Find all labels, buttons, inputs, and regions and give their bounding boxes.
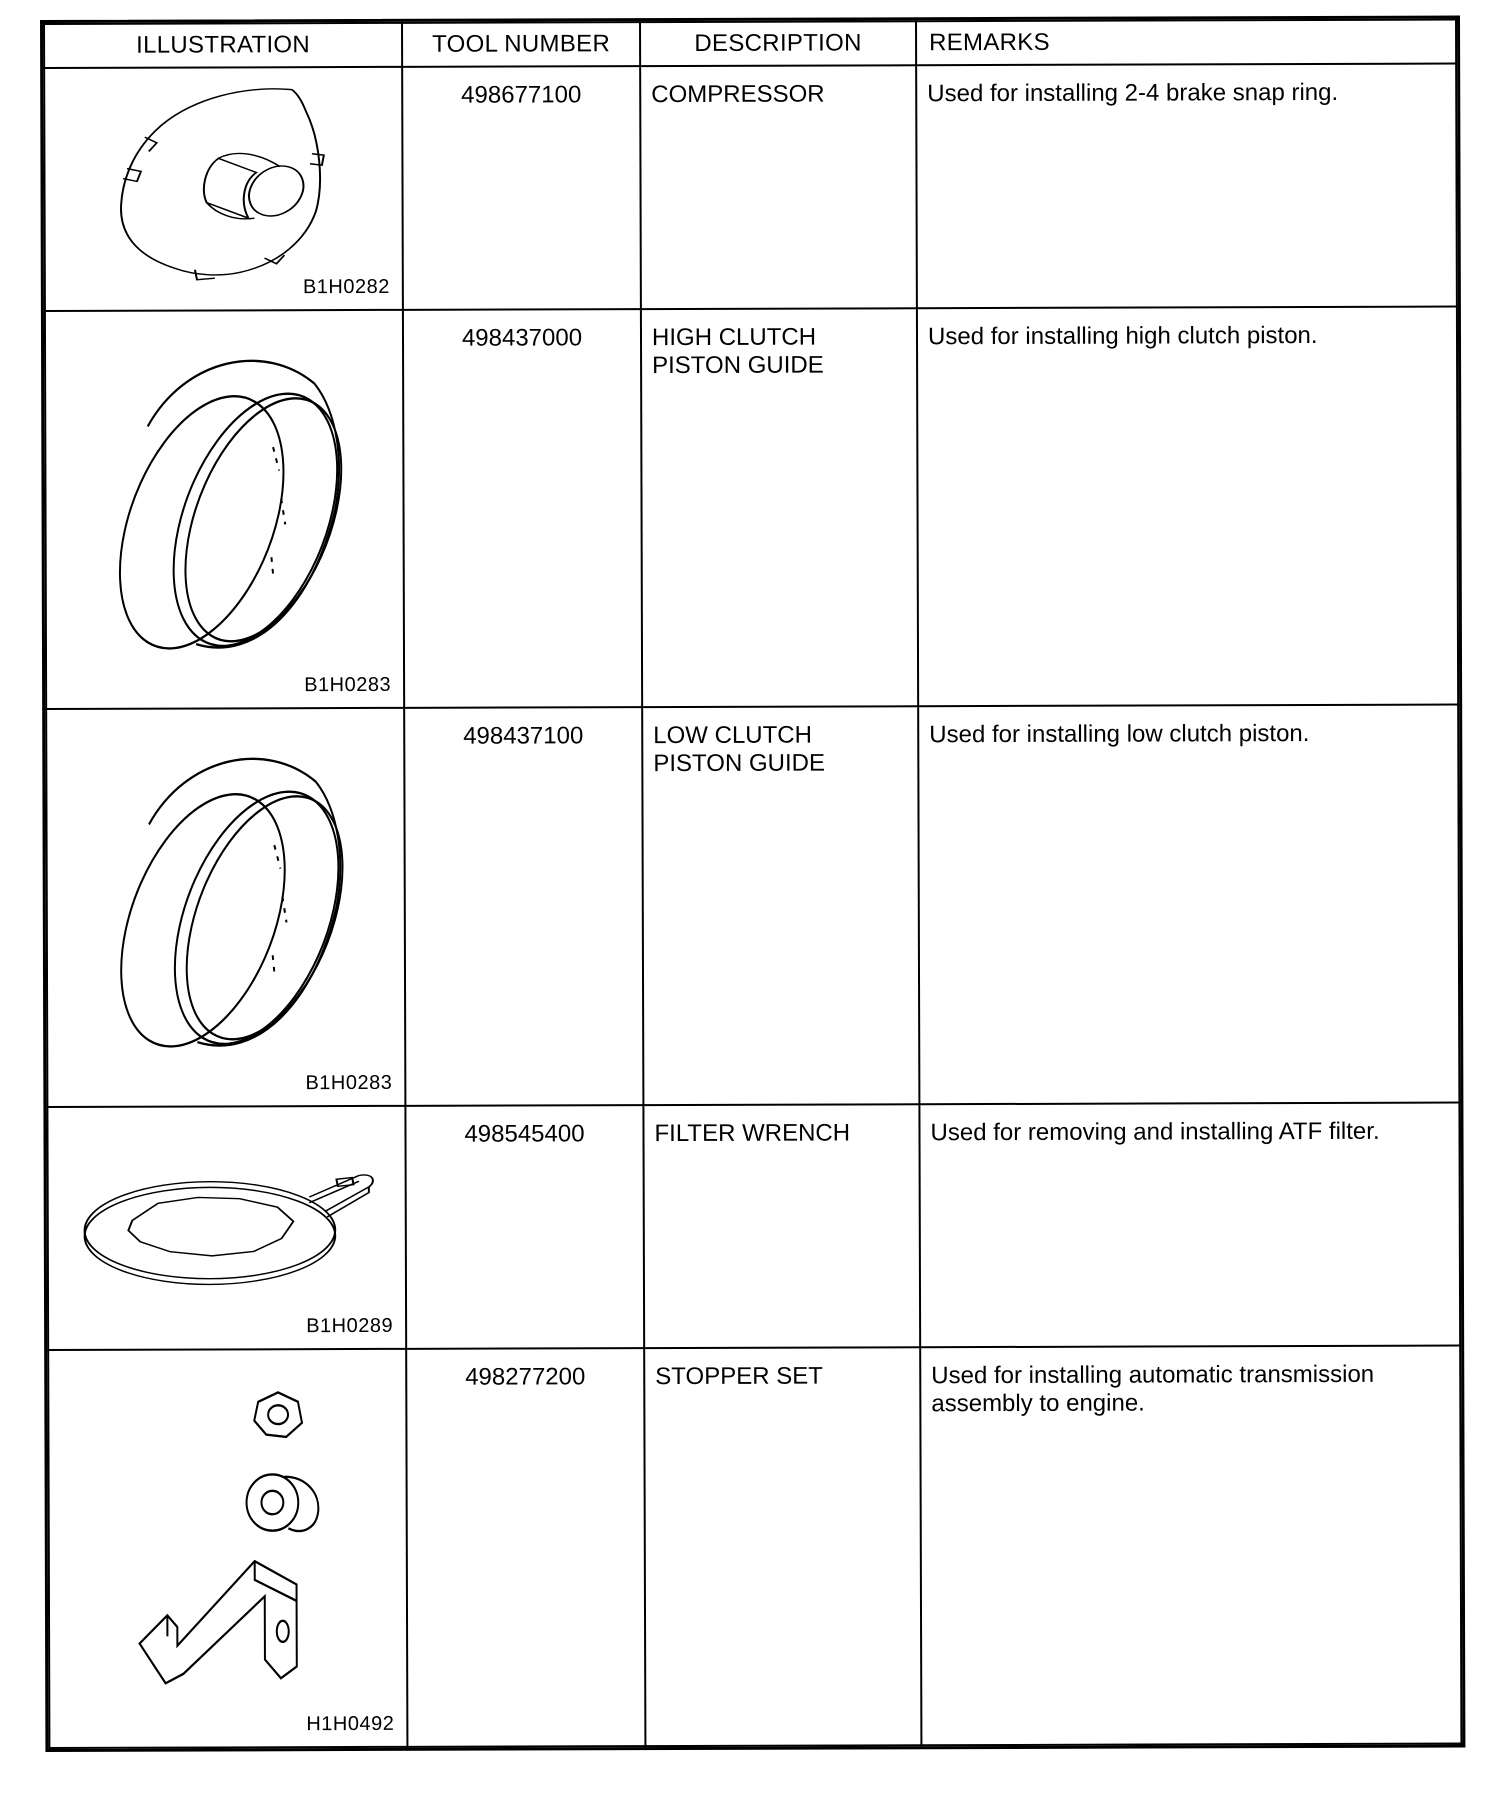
special-tools-table: [43, 19, 1462, 1749]
spacer-icon: [246, 1474, 318, 1531]
filter-wrench-icon: [48, 1107, 405, 1349]
description-cell: [644, 1347, 921, 1746]
description-cell: [642, 706, 919, 1105]
description-line: PISTON GUIDE: [653, 749, 825, 778]
tool-number-cell: 498437000: [403, 309, 642, 708]
remarks-cell: Used for removing and installing ATF filter.: [919, 1102, 1460, 1347]
tool-table-sheet: [40, 16, 1465, 1752]
illustration-cell: [47, 1106, 406, 1350]
compressor-icon: [45, 68, 402, 310]
table-row: [45, 307, 1458, 709]
header-description: DESCRIPTION: [640, 21, 916, 66]
remarks-cell: Used for installing high clutch piston.: [917, 307, 1458, 707]
description-cell: [640, 65, 917, 309]
table-row: [48, 1346, 1461, 1748]
description-line: FILTER WRENCH: [654, 1119, 851, 1148]
description-line: STOPPER SET: [655, 1362, 823, 1391]
figure-ref: B1H0282: [302, 276, 390, 299]
header-remarks: REMARKS: [916, 20, 1456, 66]
description-line: HIGH CLUTCH: [651, 323, 817, 352]
description-line: LOW CLUTCH: [653, 721, 812, 750]
tool-number-cell: 498545400: [405, 1105, 644, 1349]
description-line: PISTON GUIDE: [652, 351, 824, 380]
figure-ref: B1H0283: [304, 673, 392, 697]
figure-ref: B1H0289: [306, 1314, 394, 1338]
tool-number-cell: 498677100: [402, 66, 641, 310]
header-tool-number: TOOL NUMBER: [402, 22, 640, 67]
illustration-cell: [45, 310, 404, 709]
table-row: [44, 64, 1457, 312]
description-line: COMPRESSOR: [651, 80, 825, 109]
stopper-set-icon: [49, 1350, 406, 1747]
illustration-cell: [46, 708, 405, 1107]
piston-guide-icon: [46, 311, 403, 708]
tool-number-cell: 498437100: [404, 707, 643, 1106]
table-header-row: [44, 20, 1456, 68]
illustration-cell: [44, 67, 403, 311]
header-illustration: ILLUSTRATION: [44, 23, 402, 68]
illustration-cell: [48, 1349, 407, 1748]
table-row: [46, 705, 1459, 1107]
nut-icon: [254, 1392, 302, 1437]
piston-guide-icon: [47, 709, 404, 1106]
figure-ref: B1H0283: [305, 1071, 393, 1095]
figure-ref: H1H0492: [306, 1712, 395, 1736]
description-cell: [641, 308, 918, 707]
table-row: [47, 1102, 1460, 1350]
bracket-icon: [139, 1561, 296, 1683]
description-cell: [643, 1104, 920, 1348]
tool-number-cell: 498277200: [406, 1348, 645, 1747]
remarks-cell: Used for installing 2-4 brake snap ring.: [916, 64, 1457, 309]
remarks-cell: Used for installing automatic transmission assembly to engine.: [920, 1346, 1461, 1746]
remarks-cell: Used for installing low clutch piston.: [918, 705, 1459, 1105]
